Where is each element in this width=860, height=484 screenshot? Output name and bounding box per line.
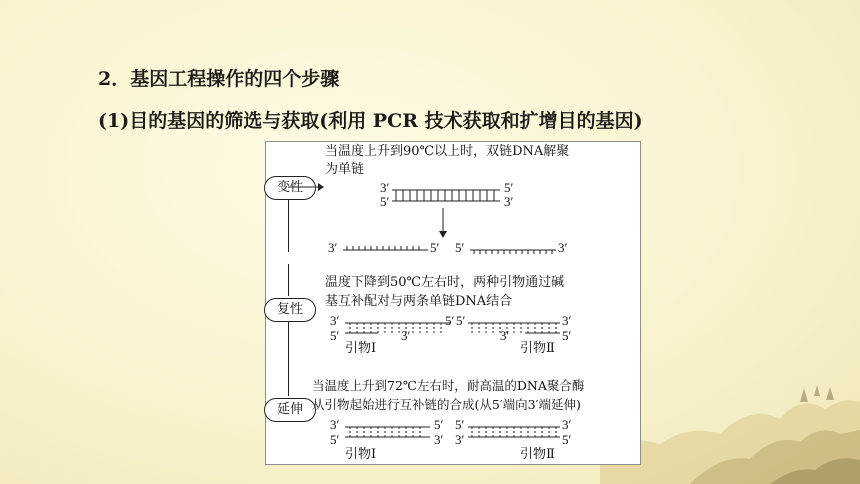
strand-end-label: 3′ <box>380 180 390 195</box>
primer-label: 引物Ⅰ <box>345 340 377 355</box>
single-strand-right <box>470 250 556 254</box>
strand-end-label: 5′ <box>455 417 465 432</box>
strand-end-label: 3′ <box>562 417 572 432</box>
subsection-heading: (1)目的基因的筛选与获取(利用 PCR 技术获取和扩增目的基因) <box>98 110 643 132</box>
single-strand-left <box>343 246 428 250</box>
strand-end-label: 3′ <box>330 417 340 432</box>
anneal-right-template <box>468 323 560 333</box>
strand-end-label: 3′ <box>434 432 444 447</box>
strand-end-label: 3′ <box>330 313 340 328</box>
extend-left-template <box>345 427 430 437</box>
strand-end-label: 5′ <box>456 313 466 328</box>
strand-end-label: 3′ <box>401 328 411 343</box>
strand-end-label: 3′ <box>558 240 568 255</box>
step-label-denature: 变性 <box>264 176 316 200</box>
strand-end-label: 5′ <box>380 194 390 209</box>
strand-end-label: 3′ <box>562 313 572 328</box>
anneal-left-template <box>345 323 450 333</box>
strand-end-label: 5′ <box>430 240 440 255</box>
strand-end-label: 3′ <box>504 194 514 209</box>
strand-end-label: 3′ <box>500 328 510 343</box>
primer-label: 引物Ⅰ <box>345 446 377 461</box>
strand-end-label: 5′ <box>562 328 572 343</box>
anneal-description: 基互补配对与两条单链DNA结合 <box>325 294 513 309</box>
strand-end-label: 5′ <box>504 180 514 195</box>
strand-end-label: 5′ <box>330 328 340 343</box>
strand-end-label: 3′ <box>328 240 338 255</box>
denature-description: 当温度上升到90℃以上时，双链DNA解聚 <box>325 144 570 159</box>
double-strand-dna <box>392 190 500 201</box>
strand-end-label: 5′ <box>434 417 444 432</box>
step-label-extend: 延伸 <box>264 398 316 422</box>
strand-end-label: 3′ <box>455 432 465 447</box>
denature-description: 为单链 <box>325 162 365 177</box>
primer-label: 引物Ⅱ <box>520 340 555 355</box>
extend-description: 从引物起始进行互补链的合成(从5′端向3′端延伸) <box>312 397 581 412</box>
section-heading: 2．基因工程操作的四个步骤 <box>98 68 340 90</box>
strand-end-label: 5′ <box>445 313 455 328</box>
extend-description: 当温度上升到72℃左右时，耐高温的DNA聚合酶 <box>312 378 585 393</box>
extend-right-template <box>468 427 560 437</box>
step-label-anneal: 复性 <box>264 298 316 322</box>
anneal-description: 温度下降到50℃左右时，两种引物通过碱 <box>325 275 565 290</box>
strand-end-label: 5′ <box>330 432 340 447</box>
strand-end-label: 5′ <box>455 240 465 255</box>
primer-label: 引物Ⅱ <box>520 446 555 461</box>
strand-end-label: 5′ <box>562 432 572 447</box>
